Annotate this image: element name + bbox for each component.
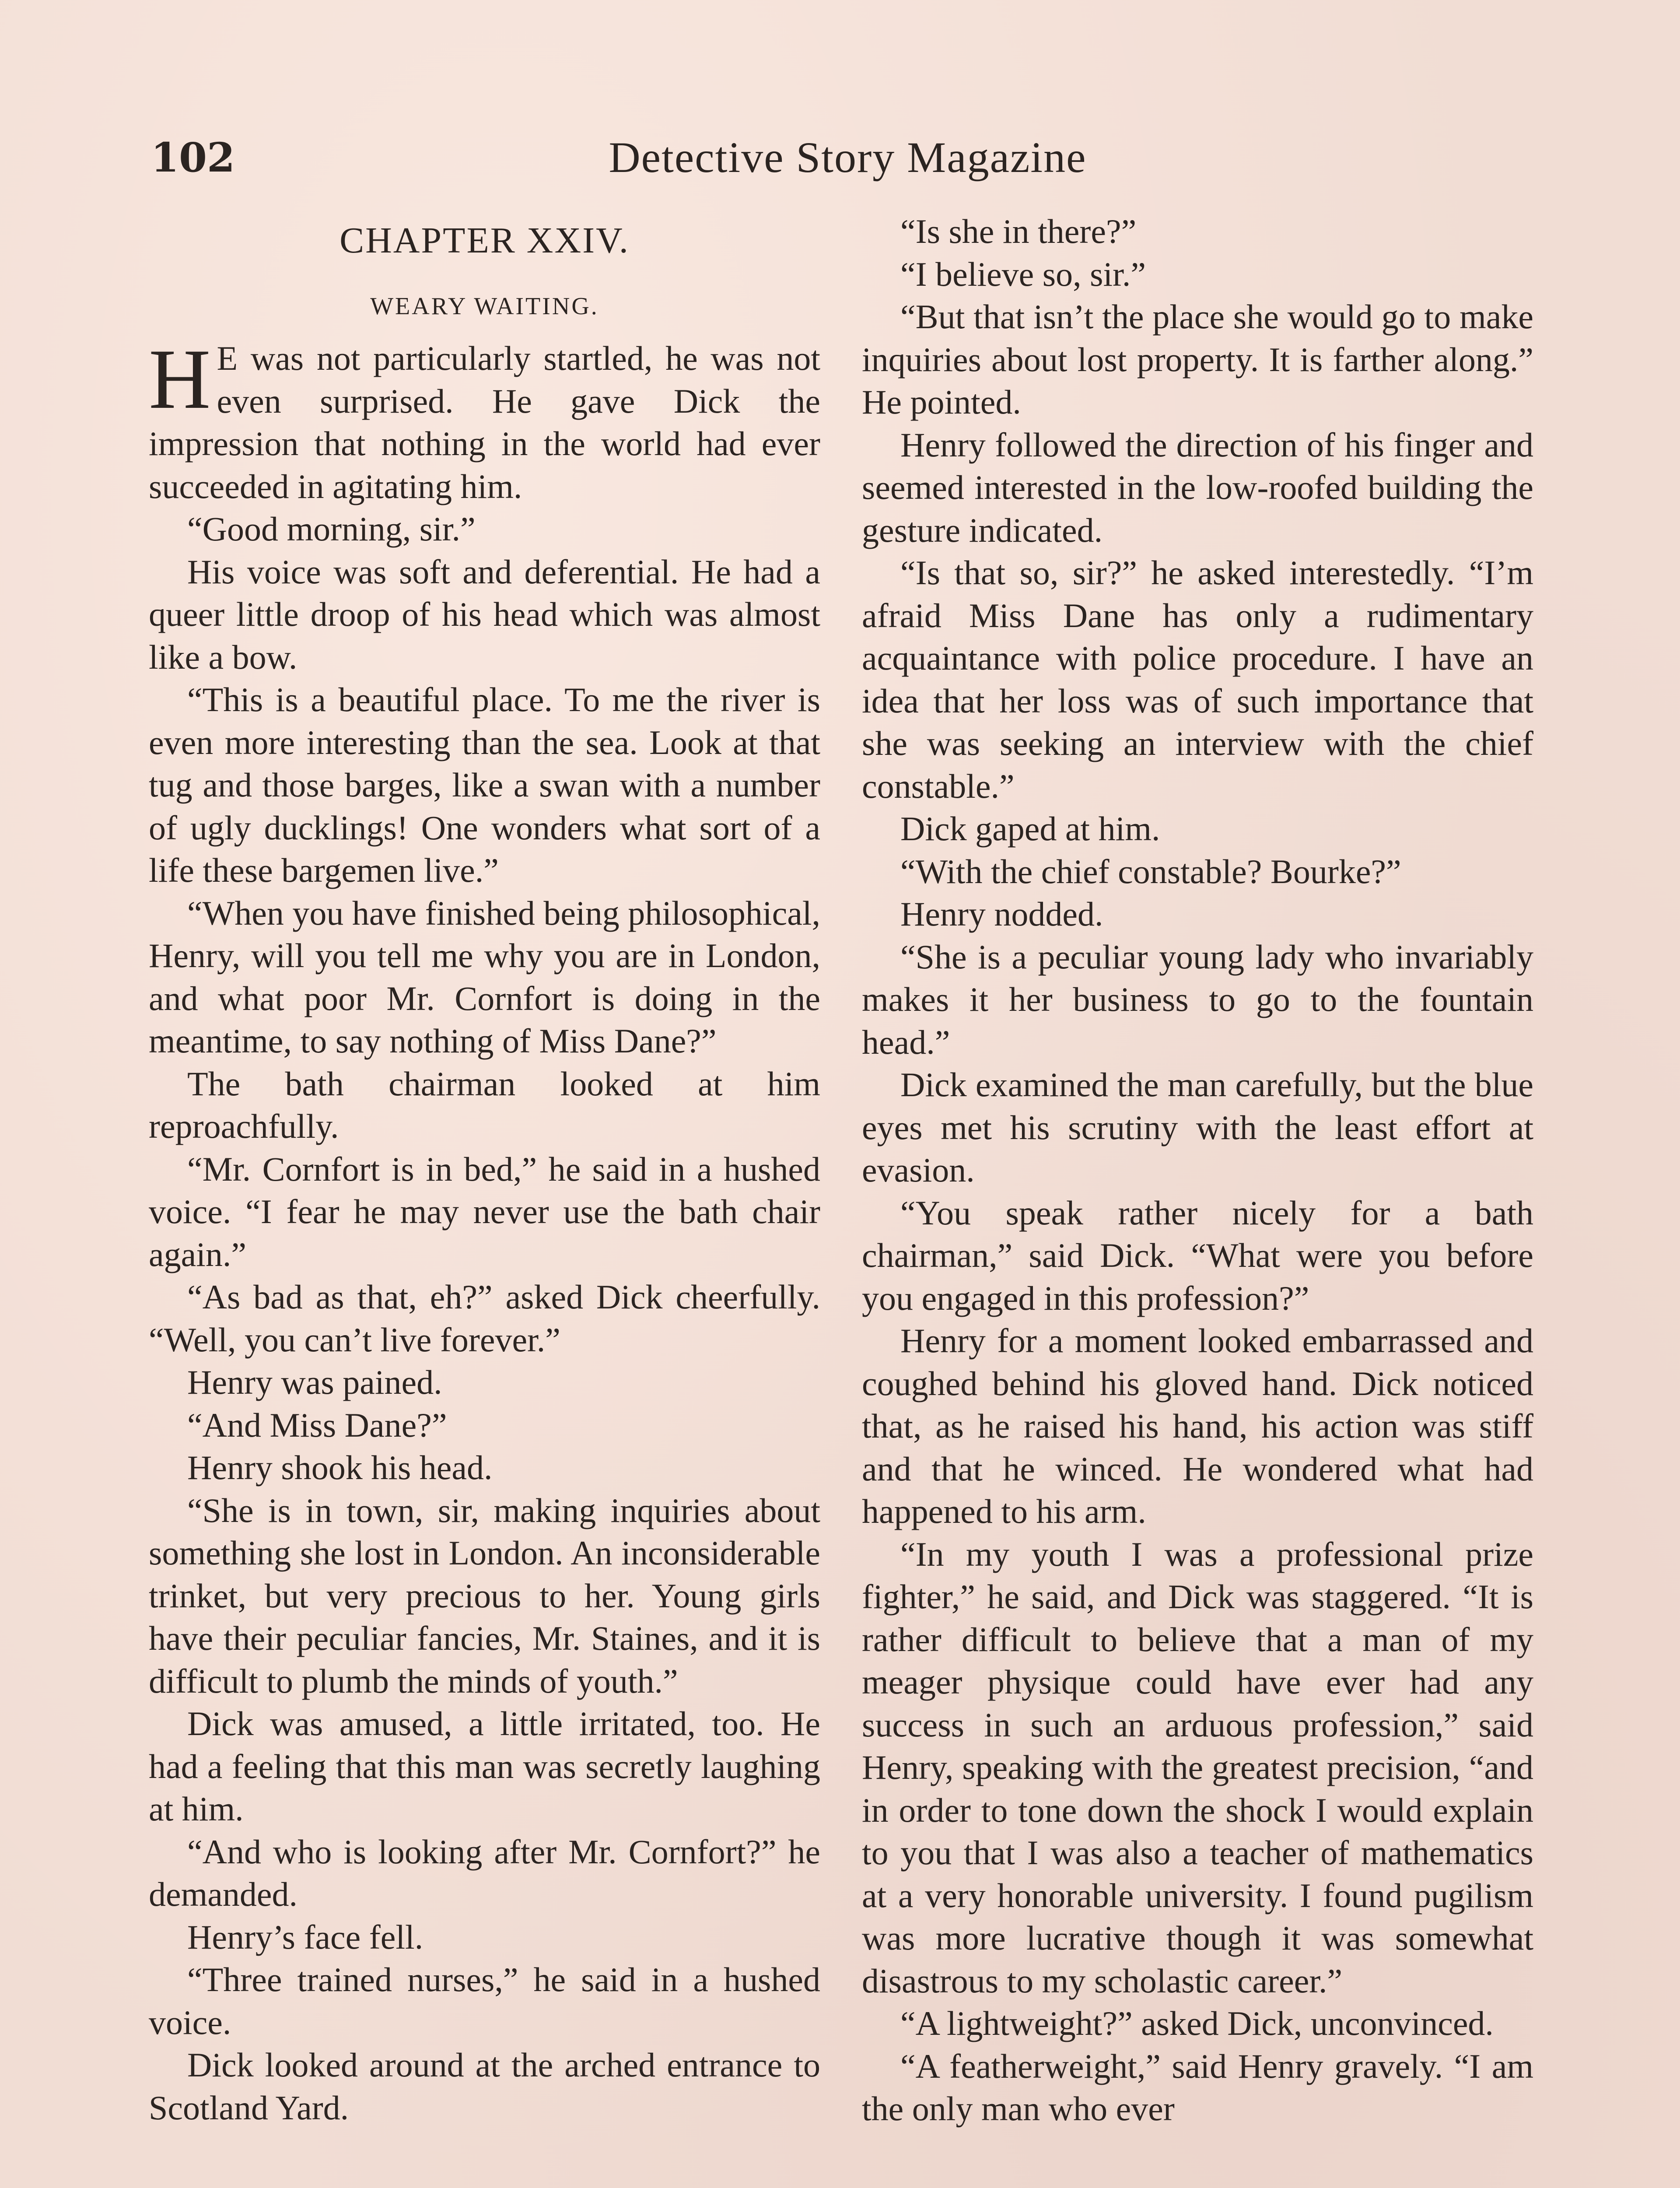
paragraph: “A lightweight?” asked Dick, unconvinced. xyxy=(900,2004,1494,2042)
paragraph: “As bad as that, eh?” asked Dick cheerfully. “Well, you can’t live forever.” xyxy=(149,1278,820,1359)
paragraph: “She is a peculiar young lady who invariably makes it her business to go to the fountain head.” xyxy=(862,937,1533,1061)
paragraph: “She is in town, sir, making inquiries about something she lost in London. An inconsiderable trinket, but very precious to her. Young girls have their peculiar fancies, Mr. Staines, and it is difficult to plumb the minds of youth.” xyxy=(149,1491,820,1700)
paragraph: “This is a beautiful place. To me the river is even more interesting than the sea. Look at that tug and those barges, like a swan with a number of ugly ducklings! One wonders what sort of a life these bargemen live.” xyxy=(149,680,820,889)
paragraph: Henry shook his head. xyxy=(187,1448,493,1487)
paragraph: Henry followed the direction of his finger and seemed interested in the low-roofed building the gesture indicated. xyxy=(862,425,1533,549)
paragraph: “Mr. Cornfort is in bed,” he said in a hushed voice. “I fear he may never use the bath chair again.” xyxy=(149,1150,820,1273)
right-column xyxy=(862,210,1533,2130)
paragraph: “Good morning, sir.” xyxy=(187,510,476,548)
paragraph: The bath chairman looked at him reproachfully. xyxy=(149,1064,820,1145)
paragraph: Dick gaped at him. xyxy=(900,810,1160,848)
paragraph: “In my youth I was a professional prize fighter,” he said, and Dick was staggered. “It is rather difficult to believe that a man of my meager physique could have ever had any success in such an arduous profession,” said Henry, speaking with the greatest precision, “and in order to tone down the shock I would explain to you that I was also a teacher of mathematics at a very honorable university. I found pugilism was more lucrative though it was somewhat disastrous to my scholastic career.” xyxy=(862,1535,1533,2000)
paragraph: Henry nodded. xyxy=(900,895,1103,933)
paragraph: Dick looked around at the arched entrance to Scotland Yard. xyxy=(149,2046,820,2127)
paragraph: “A featherweight,” said Henry gravely. “I am the only man who ever xyxy=(862,2047,1533,2128)
paragraph: “And who is looking after Mr. Cornfort?” he demanded. xyxy=(149,1832,820,1913)
paragraph: “Is she in there?” xyxy=(900,212,1137,250)
page-number: 102 xyxy=(151,134,235,181)
paragraph: “I believe so, sir.” xyxy=(900,255,1146,293)
paragraph: “And Miss Dane?” xyxy=(187,1406,447,1444)
paragraph: Henry’s face fell. xyxy=(187,1918,424,1956)
running-title: Detective Story Magazine xyxy=(609,133,1087,182)
paragraph: “With the chief constable? Bourke?” xyxy=(900,852,1401,891)
paragraph: Henry was pained. xyxy=(187,1363,442,1401)
paragraph: Dick examined the man carefully, but the blue eyes met his scrutiny with the least effort at evasion. xyxy=(862,1066,1533,1189)
left-column xyxy=(149,210,820,2129)
paragraph: “Three trained nurses,” he said in a hushed voice. xyxy=(149,1960,820,2041)
opening-paragraph-text: E was not particularly startled, he was not even surprised. He gave Dick the impression that nothing in the world had ever succeeded in agitating him. xyxy=(149,339,820,505)
paragraph: “But that isn’t the place she would go to make inquiries about lost property. It is farther along.” He pointed. xyxy=(862,298,1533,421)
opening-paragraph xyxy=(149,332,820,508)
paragraph: Dick was amused, a little irritated, too. He had a feeling that this man was secretly laughing at him. xyxy=(149,1704,820,1828)
chapter-subtitle: WEARY WAITING. xyxy=(370,293,599,320)
paragraph: His voice was soft and deferential. He had a queer little droop of his head which was almost like a bow. xyxy=(149,552,820,676)
chapter-title: CHAPTER XXIV. xyxy=(340,220,630,261)
paragraph: “Is that so, sir?” he asked interestedly. “I’m afraid Miss Dane has only a rudimentary acquaintance with police procedure. I have an idea that her loss was of such importance that she was seeking an interview with the chief constable.” xyxy=(862,554,1533,805)
paragraph: Henry for a moment looked embarrassed and coughed behind his gloved hand. Dick noticed that, as he raised his hand, his action was stiff and that he winced. He wondered what had happened to his arm. xyxy=(862,1322,1533,1530)
paragraph: “When you have finished being philosophical, Henry, will you tell me why you are in London, and what poor Mr. Cornfort is doing in the meantime, to say nothing of Miss Dane?” xyxy=(149,894,820,1060)
page-header xyxy=(151,127,1544,188)
paragraph: “You speak rather nicely for a bath chairman,” said Dick. “What were you before you engaged in this profession?” xyxy=(862,1193,1533,1317)
drop-cap: H xyxy=(149,332,211,427)
